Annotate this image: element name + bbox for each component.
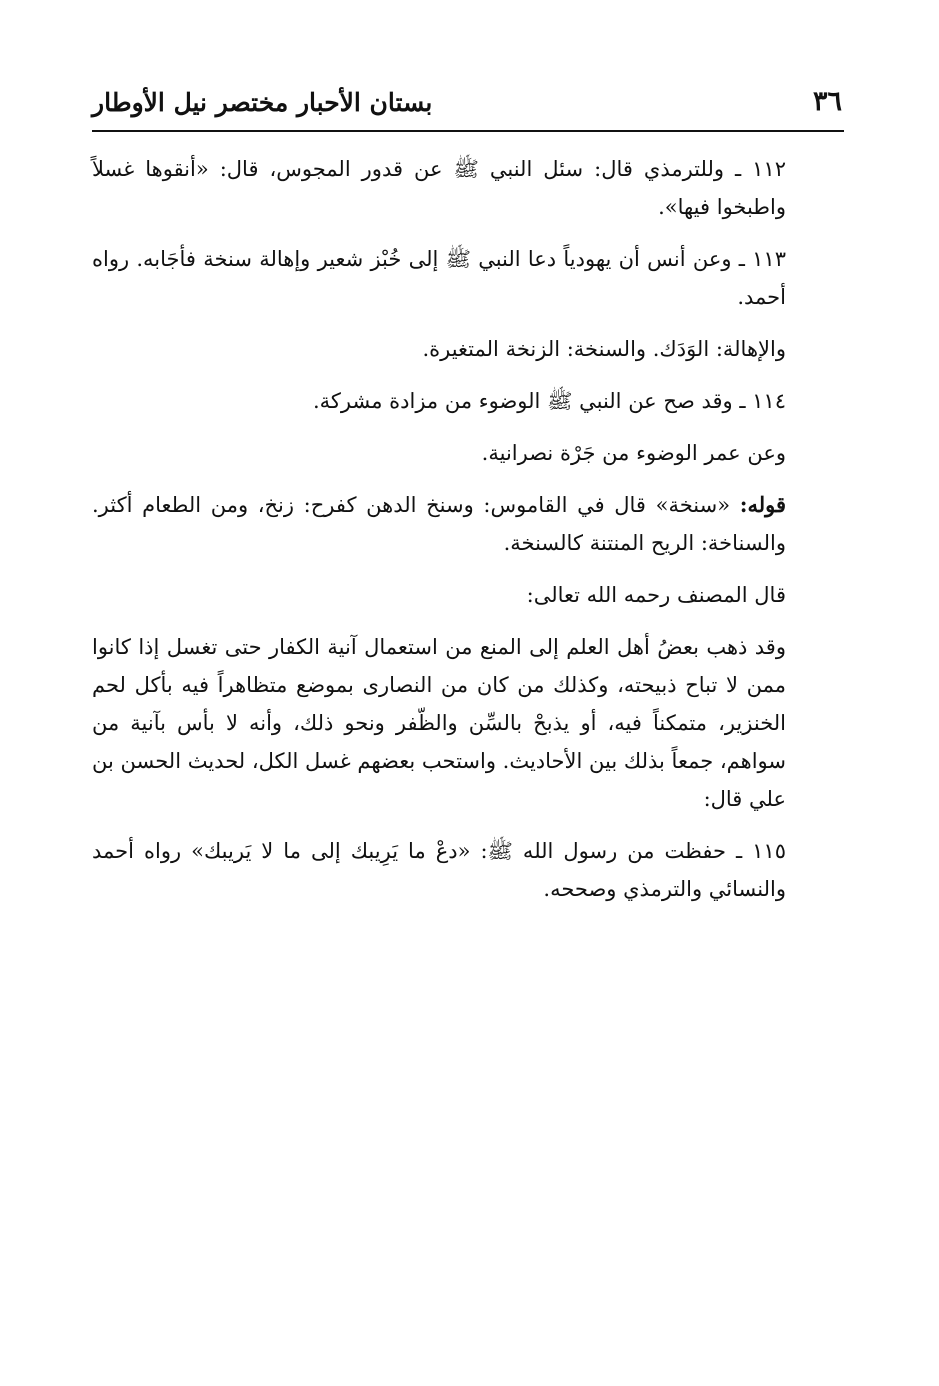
commentary-lead: قوله: xyxy=(739,492,786,517)
page-body xyxy=(92,150,844,922)
author-discussion: وقد ذهب بعضُ أهل العلم إلى المنع من استعمال آنية الكفار حتى تغسل إذا كانوا ممن لا تباح ذبيحته، وكذلك من كان من النصارى بموضع متظاهراً فيه بأكل لحم الخنزير، متمكناً فيه، أو يذبحْ بالسِّن والظّفر ونحو ذلك، وأنه لا بأس بآنية من سواهم، جمعاً بذلك بين الأحاديث. واستحب بعضهم غسل الكل، لحديث الحسن بن علي قال: xyxy=(92,635,786,811)
commentary-sanikha xyxy=(92,486,844,562)
definition-ihala: والإهالة: الوَدَك. والسنخة: الزنخة المتغيرة. xyxy=(422,337,786,361)
book-title: بستان الأحبار مختصر نيل الأوطار xyxy=(92,88,433,117)
hadith-115: ١١٥ ـ حفظت من رسول الله ﷺ: «دعْ ما يَرِيبك إلى ما لا يَريبك» رواه أحمد والنسائي والترمذي وصححه. xyxy=(92,839,786,901)
commentary-text: «سنخة» قال في القاموس: وسنخ الدهن كفرح: زنخ، ومن الطعام أكثر. والسناخة: الريح المنتنة كالسنخة. xyxy=(92,493,786,555)
athar-umar: وعن عمر الوضوء من جَرْة نصرانية. xyxy=(481,441,786,465)
header-rule xyxy=(92,130,844,132)
page-header xyxy=(92,84,844,128)
hadith-112: ١١٢ ـ وللترمذي قال: سئل النبي ﷺ عن قدور المجوس، قال: «أنقوها غسلاً واطبخوا فيها». xyxy=(92,157,786,219)
page-number: ٣٦ xyxy=(812,86,842,117)
hadith-113: ١١٣ ـ وعن أنس أن يهودياً دعا النبي ﷺ إلى خُبْز شعير وإهالة سنخة فأجَابه. رواه أحمد. xyxy=(92,247,786,309)
author-says: قال المصنف رحمه الله تعالى: xyxy=(526,583,786,607)
hadith-114: ١١٤ ـ وقد صح عن النبي ﷺ الوضوء من مزادة مشركة. xyxy=(312,389,786,413)
